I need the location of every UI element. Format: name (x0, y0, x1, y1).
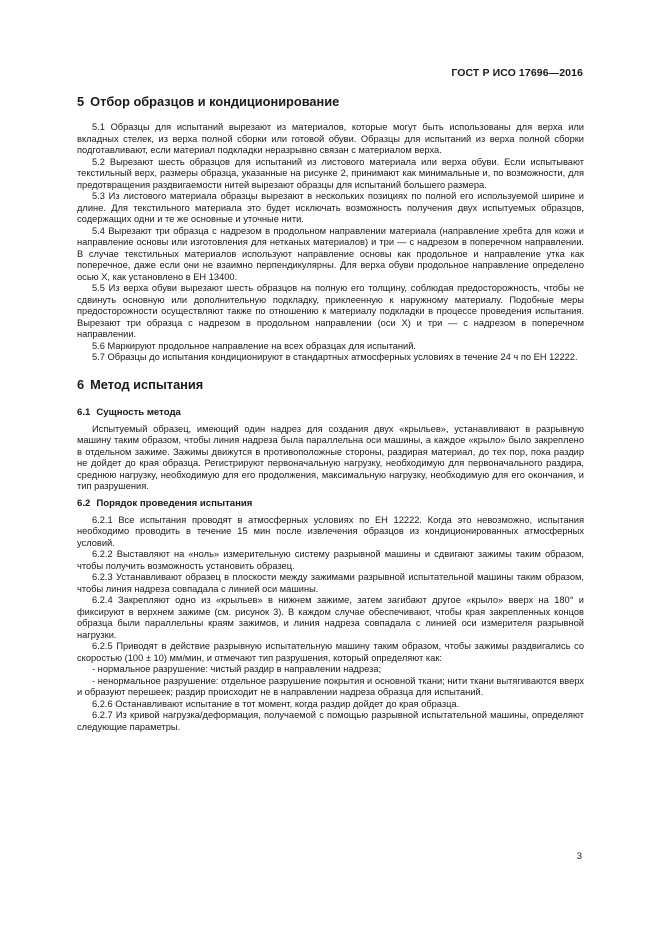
paragraph-5-6: 5.6 Маркируют продольное направление на всех образцах для испытаний. (92, 340, 416, 351)
paragraph-6-2-6: 6.2.6 Останавливают испытание в тот момент, когда раздир дойдет до края образца. (92, 698, 460, 709)
paragraph-6-1: Испытуемый образец, имеющий один надрез для создания двух «крыльев», устанавливают в разрывную машину таким образом, чтобы линия надреза была параллельна оси машины, а каждое «крыло» было закреплено в отдельном зажиме. Зажимы движутся в противоположные стороны, раздирая материал, до тех пор, пока раздир не дойдет до края образца. Регистрируют первоначальную нагрузку, необходимую для первоначального раздира, среднюю нагрузку, необходимую для его продолжения, максимальную нагрузку, необходимую для его окончания, и тип разрушения. (77, 423, 584, 491)
list-item-abnormal-failure: - ненормальное разрушение: отдельное разрушение покрытия и основной ткани; нити ткани вытягиваются вверх и образуют перешеек; раздир происходит не в направлении надреза образца для испытаний. (77, 675, 584, 697)
paragraph-6-2-5: 6.2.5 Приводят в действие разрывную испытательную машину таким образом, чтобы зажимы раздвигались со скоростью (100 ± 10) мм/мин, и отмечают тип разрушения, который определяют как: (77, 641, 584, 663)
subsection-title: Порядок проведения испытания (96, 497, 253, 509)
subsection-title: Сущность метода (96, 406, 181, 418)
paragraph-5-7: 5.7 Образцы до испытания кондиционируют в стандартных атмосферных условиях в течение 24 ч по ЕН 12222. (92, 352, 578, 362)
paragraph-6-2-1: 6.2.1 Все испытания проводят в атмосферных условиях по ЕН 12222. Когда это невозможно, испытания необходимо проводить в течение 15 мин после извлечения образцов из кондиционированных атмосферных условий. (77, 514, 584, 548)
section-number: 6 (77, 376, 85, 392)
list-item-normal-failure: - нормальное разрушение: чистый раздир в направлении надреза; (92, 664, 382, 674)
paragraph-6-2-3: 6.2.3 Устанавливают образец в плоскости между зажимами разрывной испытательной машины таким образом, чтобы линия надреза совпадала с линией оси машины. (77, 572, 584, 594)
document-id: ГОСТ Р ИСО 17696—2016 (451, 67, 583, 79)
page-number: 3 (576, 851, 582, 862)
paragraph-5-5: 5.5 Из верха обуви вырезают шесть образцов на полную его толщину, соблюдая предосторожность, чтобы не сдвинуть основную или дополнительную подкладку, приклеенную к наружному материалу. Подобные меры предосторожности осуществляют также по отношению к материалу подкладки в процессе проведения испытания. Вырезают три образца с надрезом в продольном направлении (оси X) и три — с надрезом в поперечном направлении. (77, 283, 584, 339)
section-title: Отбор образцов и кондиционирование (90, 94, 340, 109)
paragraph-5-1: 5.1 Образцы для испытаний вырезают из материалов, которые могут быть использованы для верха или вкладных стелек, из верха полной сборки или готовой обуви. Образцы для испытаний из верха полной сборки подготавливают, если материал подкладки неразрывно связан с материалом верха. (77, 122, 584, 155)
section-title: Метод испытания (90, 376, 204, 392)
paragraph-6-2-7: 6.2.7 Из кривой нагрузка/деформация, получаемой с помощью разрывной испытательной машины, определяют следующие параметры. (77, 710, 584, 732)
paragraph-6-2-2: 6.2.2 Выставляют на «ноль» измерительную систему разрывной машины и сдвигают зажимы таким образом, чтобы получить возможность установить образец. (77, 549, 584, 571)
section-5-heading (77, 94, 584, 110)
subsection-number: 6.1 (77, 406, 91, 418)
section-6-heading (77, 377, 584, 393)
paragraph-5-2: 5.2 Вырезают шесть образцов для испытаний из листового материала или верха обуви. Если испытывают текстильный верх, размеры образца, указанные на рисунке 2, принимают как минимальные и, по возможности, для предотвращения раздвигаемости нитей вырезают образцы для испытаний большего размера. (77, 156, 584, 190)
paragraph-5-3: 5.3 Из листового материала образцы вырезают в нескольких позициях по полной его используемой ширине и длине. Для текстильного материала это будет исключать возможность получения двух испытуемых образцов, содержащих одни и те же основные и уточные нити. (77, 191, 584, 224)
page-content (77, 94, 584, 733)
section-number: 5 (77, 94, 85, 109)
subsection-6-2-heading (77, 498, 584, 510)
paragraph-5-4: 5.4 Вырезают три образца с надрезом в продольном направлении материала (направление хребта для кожи и направление основы или изготовления для нетканых материалов) и три — с надрезом в поперечном направлении. В случае текстильных материалов используют направление основы как продольное и направление утка как поперечное, даже если они не взаимно перпендикулярны. Для верха обуви продольное направление определено осью X, как установлено в ЕН 13400. (77, 225, 584, 282)
subsection-6-1-heading (77, 407, 584, 419)
paragraph-6-2-4: 6.2.4 Закрепляют одно из «крыльев» в нижнем зажиме, затем загибают другое «крыло» вверх на 180° и фиксируют в верхнем зажиме (см. рисунок 3). В каждом случае обеспечивают, чтобы края закрепленных концов образца были параллельны краям зажимов, и линия надреза совпадала с линией оси измерителя разрывной нагрузки. (77, 595, 584, 640)
subsection-number: 6.2 (77, 497, 91, 509)
